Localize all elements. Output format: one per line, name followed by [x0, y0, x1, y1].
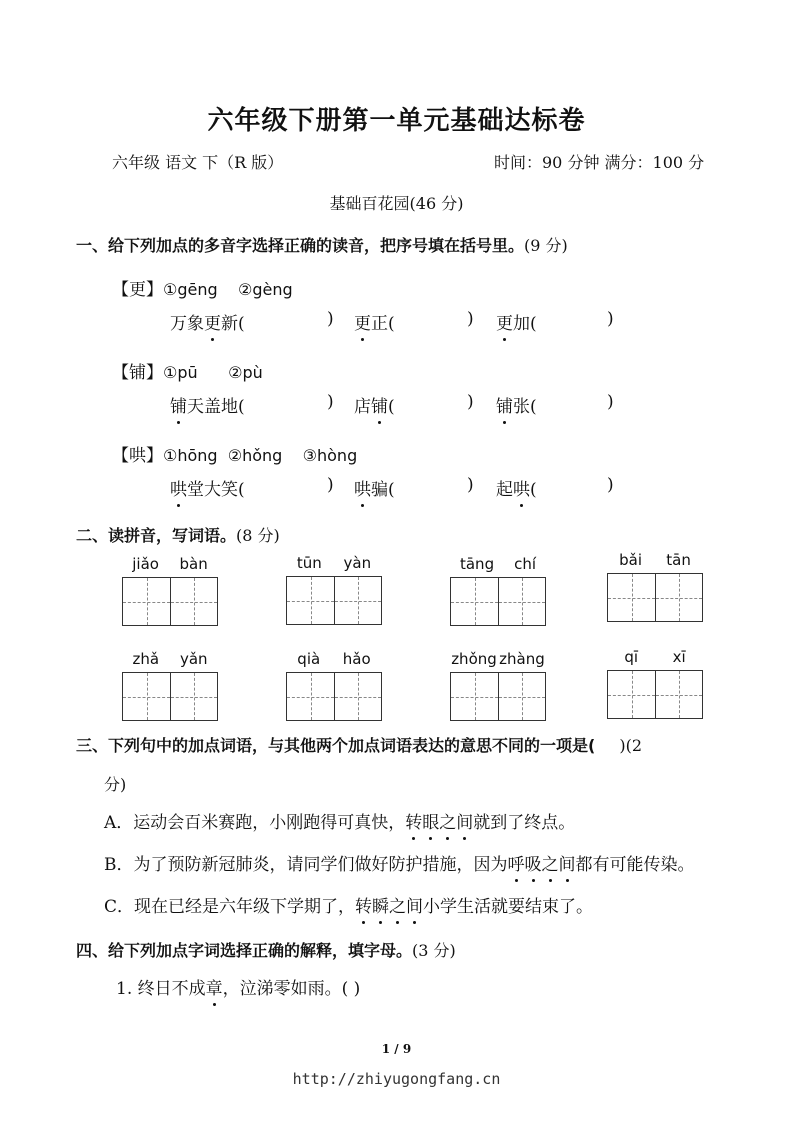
word-post: 天盖地( — [187, 397, 245, 417]
grade-subject: 六年级 语文 下（R 版） — [112, 153, 284, 172]
option-dot: 呼吸之间 — [508, 855, 576, 875]
word-dot: 更 — [204, 309, 221, 334]
q1-word-0-1 — [354, 309, 395, 334]
q1-word-1-0 — [170, 392, 245, 417]
option-post: 就到了终点。 — [473, 813, 576, 833]
writing-grid-1[interactable] — [286, 576, 382, 625]
pinyin-syllable: hǎo — [342, 650, 371, 668]
group-options: ①gēng ②gèng — [163, 280, 293, 299]
answer-blank-close: ) — [467, 392, 474, 412]
page-number: 1 / 9 — [381, 1042, 412, 1056]
answer-blank-close: ) — [327, 392, 334, 412]
pinyin-syllable: yàn — [343, 554, 372, 572]
writing-grid-4[interactable] — [122, 672, 218, 721]
pinyin-syllable: bàn — [179, 555, 208, 573]
word-post: 骗( — [371, 480, 395, 500]
q4-heading-text: 四、给下列加点字词选择正确的解释，填字母。 — [76, 941, 413, 960]
pinyin-label-0 — [122, 555, 218, 573]
group-label: 【哄】 — [112, 446, 163, 466]
q4-item-1-post: ，泣涕零如雨。( ) — [222, 979, 361, 999]
question-4-heading — [76, 938, 456, 961]
writing-cell[interactable] — [608, 671, 655, 718]
q1-word-0-0 — [170, 309, 245, 334]
option-dot: 转眼之间 — [405, 813, 473, 833]
pinyin-syllable: jiǎo — [132, 555, 159, 573]
option-dot: 转瞬之间 — [355, 897, 423, 917]
question-3-heading — [76, 733, 642, 756]
pinyin-syllable: tān — [666, 551, 691, 569]
writing-grid-0[interactable] — [122, 577, 218, 626]
answer-blank-close: ) — [607, 309, 614, 329]
pinyin-label-6 — [450, 650, 546, 668]
pinyin-syllable: tūn — [296, 554, 322, 572]
group-label: 【更】 — [112, 280, 163, 300]
q2-points: (8 分) — [236, 526, 280, 545]
writing-cell[interactable] — [123, 673, 170, 720]
writing-grid-6[interactable] — [450, 672, 546, 721]
q2-heading-text: 二、读拼音，写词语。 — [76, 526, 237, 545]
option-pre: C．现在已经是六年级下学期了， — [104, 897, 356, 917]
pinyin-syllable: qī — [624, 648, 639, 666]
writing-cell[interactable] — [655, 671, 702, 718]
option-post: 都有可能传染。 — [575, 855, 695, 875]
question-1-heading — [76, 233, 568, 256]
word-pre: 起 — [496, 480, 513, 500]
q1-group-2-label — [112, 441, 357, 466]
q1-word-0-2 — [496, 309, 537, 334]
answer-blank-close: ) — [607, 475, 614, 495]
word-dot: 铺 — [496, 392, 513, 417]
q3-option-a — [104, 808, 575, 833]
pinyin-syllable: yǎn — [179, 650, 208, 668]
pinyin-syllable: zhàng — [499, 650, 545, 668]
word-post: 张( — [513, 397, 537, 417]
word-pre: 店 — [354, 397, 371, 417]
pinyin-label-7 — [607, 648, 703, 666]
q1-word-2-2 — [496, 475, 537, 500]
answer-blank-close: ) — [467, 475, 474, 495]
option-pre: B．为了预防新冠肺炎，请同学们做好防护措施，因为 — [104, 855, 508, 875]
answer-blank-close: ) — [467, 309, 474, 329]
writing-cell[interactable] — [498, 578, 545, 625]
q3-heading-end: )(2 — [619, 736, 642, 755]
writing-grid-5[interactable] — [286, 672, 382, 721]
writing-cell[interactable] — [170, 578, 217, 625]
pinyin-syllable: xī — [672, 648, 686, 666]
word-dot: 铺 — [371, 392, 388, 417]
q4-item-1 — [116, 974, 360, 999]
answer-blank-close: ) — [327, 475, 334, 495]
group-options: ①pū ②pù — [163, 363, 263, 382]
writing-cell[interactable] — [498, 673, 545, 720]
q3-points-cont: 分) — [104, 775, 127, 794]
word-dot: 铺 — [170, 392, 187, 417]
section-heading: 基础百花园(46 分) — [329, 194, 464, 213]
writing-grid-3[interactable] — [607, 573, 703, 622]
word-dot: 哄 — [513, 475, 530, 500]
writing-cell[interactable] — [123, 578, 170, 625]
group-label: 【铺】 — [112, 363, 163, 383]
word-post: ( — [530, 480, 537, 500]
pinyin-syllable: zhǒng — [451, 650, 497, 668]
q4-item-1-pre: 1. 终日不成 — [116, 979, 206, 999]
answer-blank-close: ) — [607, 392, 614, 412]
pinyin-syllable: chí — [514, 555, 536, 573]
word-post: 堂大笑( — [187, 480, 245, 500]
word-dot: 哄 — [170, 475, 187, 500]
q1-word-1-2 — [496, 392, 537, 417]
word-post: ( — [388, 397, 395, 417]
answer-blank-close: ) — [327, 309, 334, 329]
group-options: ①hōng ②hǒng ③hòng — [163, 446, 358, 465]
q1-word-1-1 — [354, 392, 395, 417]
pinyin-label-4 — [122, 650, 218, 668]
option-pre: A．运动会百米赛跑，小刚跑得可真快， — [104, 813, 406, 833]
writing-cell[interactable] — [287, 673, 334, 720]
writing-cell[interactable] — [334, 673, 381, 720]
word-post: 加( — [513, 314, 537, 334]
word-dot: 哄 — [354, 475, 371, 500]
writing-cell[interactable] — [655, 574, 702, 621]
word-post: 正( — [371, 314, 395, 334]
writing-cell[interactable] — [334, 577, 381, 624]
pinyin-label-2 — [450, 555, 546, 573]
q4-points: (3 分) — [412, 941, 456, 960]
pinyin-label-3 — [607, 551, 703, 569]
q3-option-c — [104, 892, 593, 917]
pinyin-label-1 — [286, 554, 382, 572]
pinyin-label-5 — [286, 650, 382, 668]
word-dot: 更 — [354, 309, 371, 334]
question-2-heading — [76, 523, 280, 546]
q1-heading-text: 一、给下列加点的多音字选择正确的读音，把序号填在括号里。 — [76, 236, 525, 255]
q1-group-1-label — [112, 358, 263, 383]
q4-item-1-dot: 章 — [206, 974, 223, 999]
q1-points: (9 分) — [524, 236, 568, 255]
pinyin-syllable: qià — [297, 650, 321, 668]
q1-group-0-label — [112, 275, 293, 300]
q1-word-2-0 — [170, 475, 245, 500]
word-pre: 万象 — [170, 314, 204, 334]
writing-grid-7[interactable] — [607, 670, 703, 719]
writing-cell[interactable] — [451, 673, 498, 720]
q3-heading-text: 三、下列句中的加点词语，与其他两个加点词语表达的意思不同的一项是( — [76, 736, 596, 755]
option-post: 小学生活就要结束了。 — [423, 897, 594, 917]
source-url: http://zhiyugongfang.cn — [292, 1070, 501, 1088]
writing-cell[interactable] — [170, 673, 217, 720]
pinyin-syllable: bǎi — [619, 551, 643, 569]
writing-cell[interactable] — [608, 574, 655, 621]
q1-word-2-1 — [354, 475, 395, 500]
page-title: 六年级下册第一单元基础达标卷 — [207, 106, 586, 136]
pinyin-syllable: zhǎ — [132, 650, 160, 668]
writing-cell[interactable] — [287, 577, 334, 624]
writing-cell[interactable] — [451, 578, 498, 625]
word-dot: 更 — [496, 309, 513, 334]
pinyin-syllable: tāng — [459, 555, 495, 573]
time-score: 时间：90 分钟 满分：100 分 — [494, 153, 705, 172]
writing-grid-2[interactable] — [450, 577, 546, 626]
q3-option-b — [104, 850, 695, 875]
word-post: 新( — [221, 314, 245, 334]
